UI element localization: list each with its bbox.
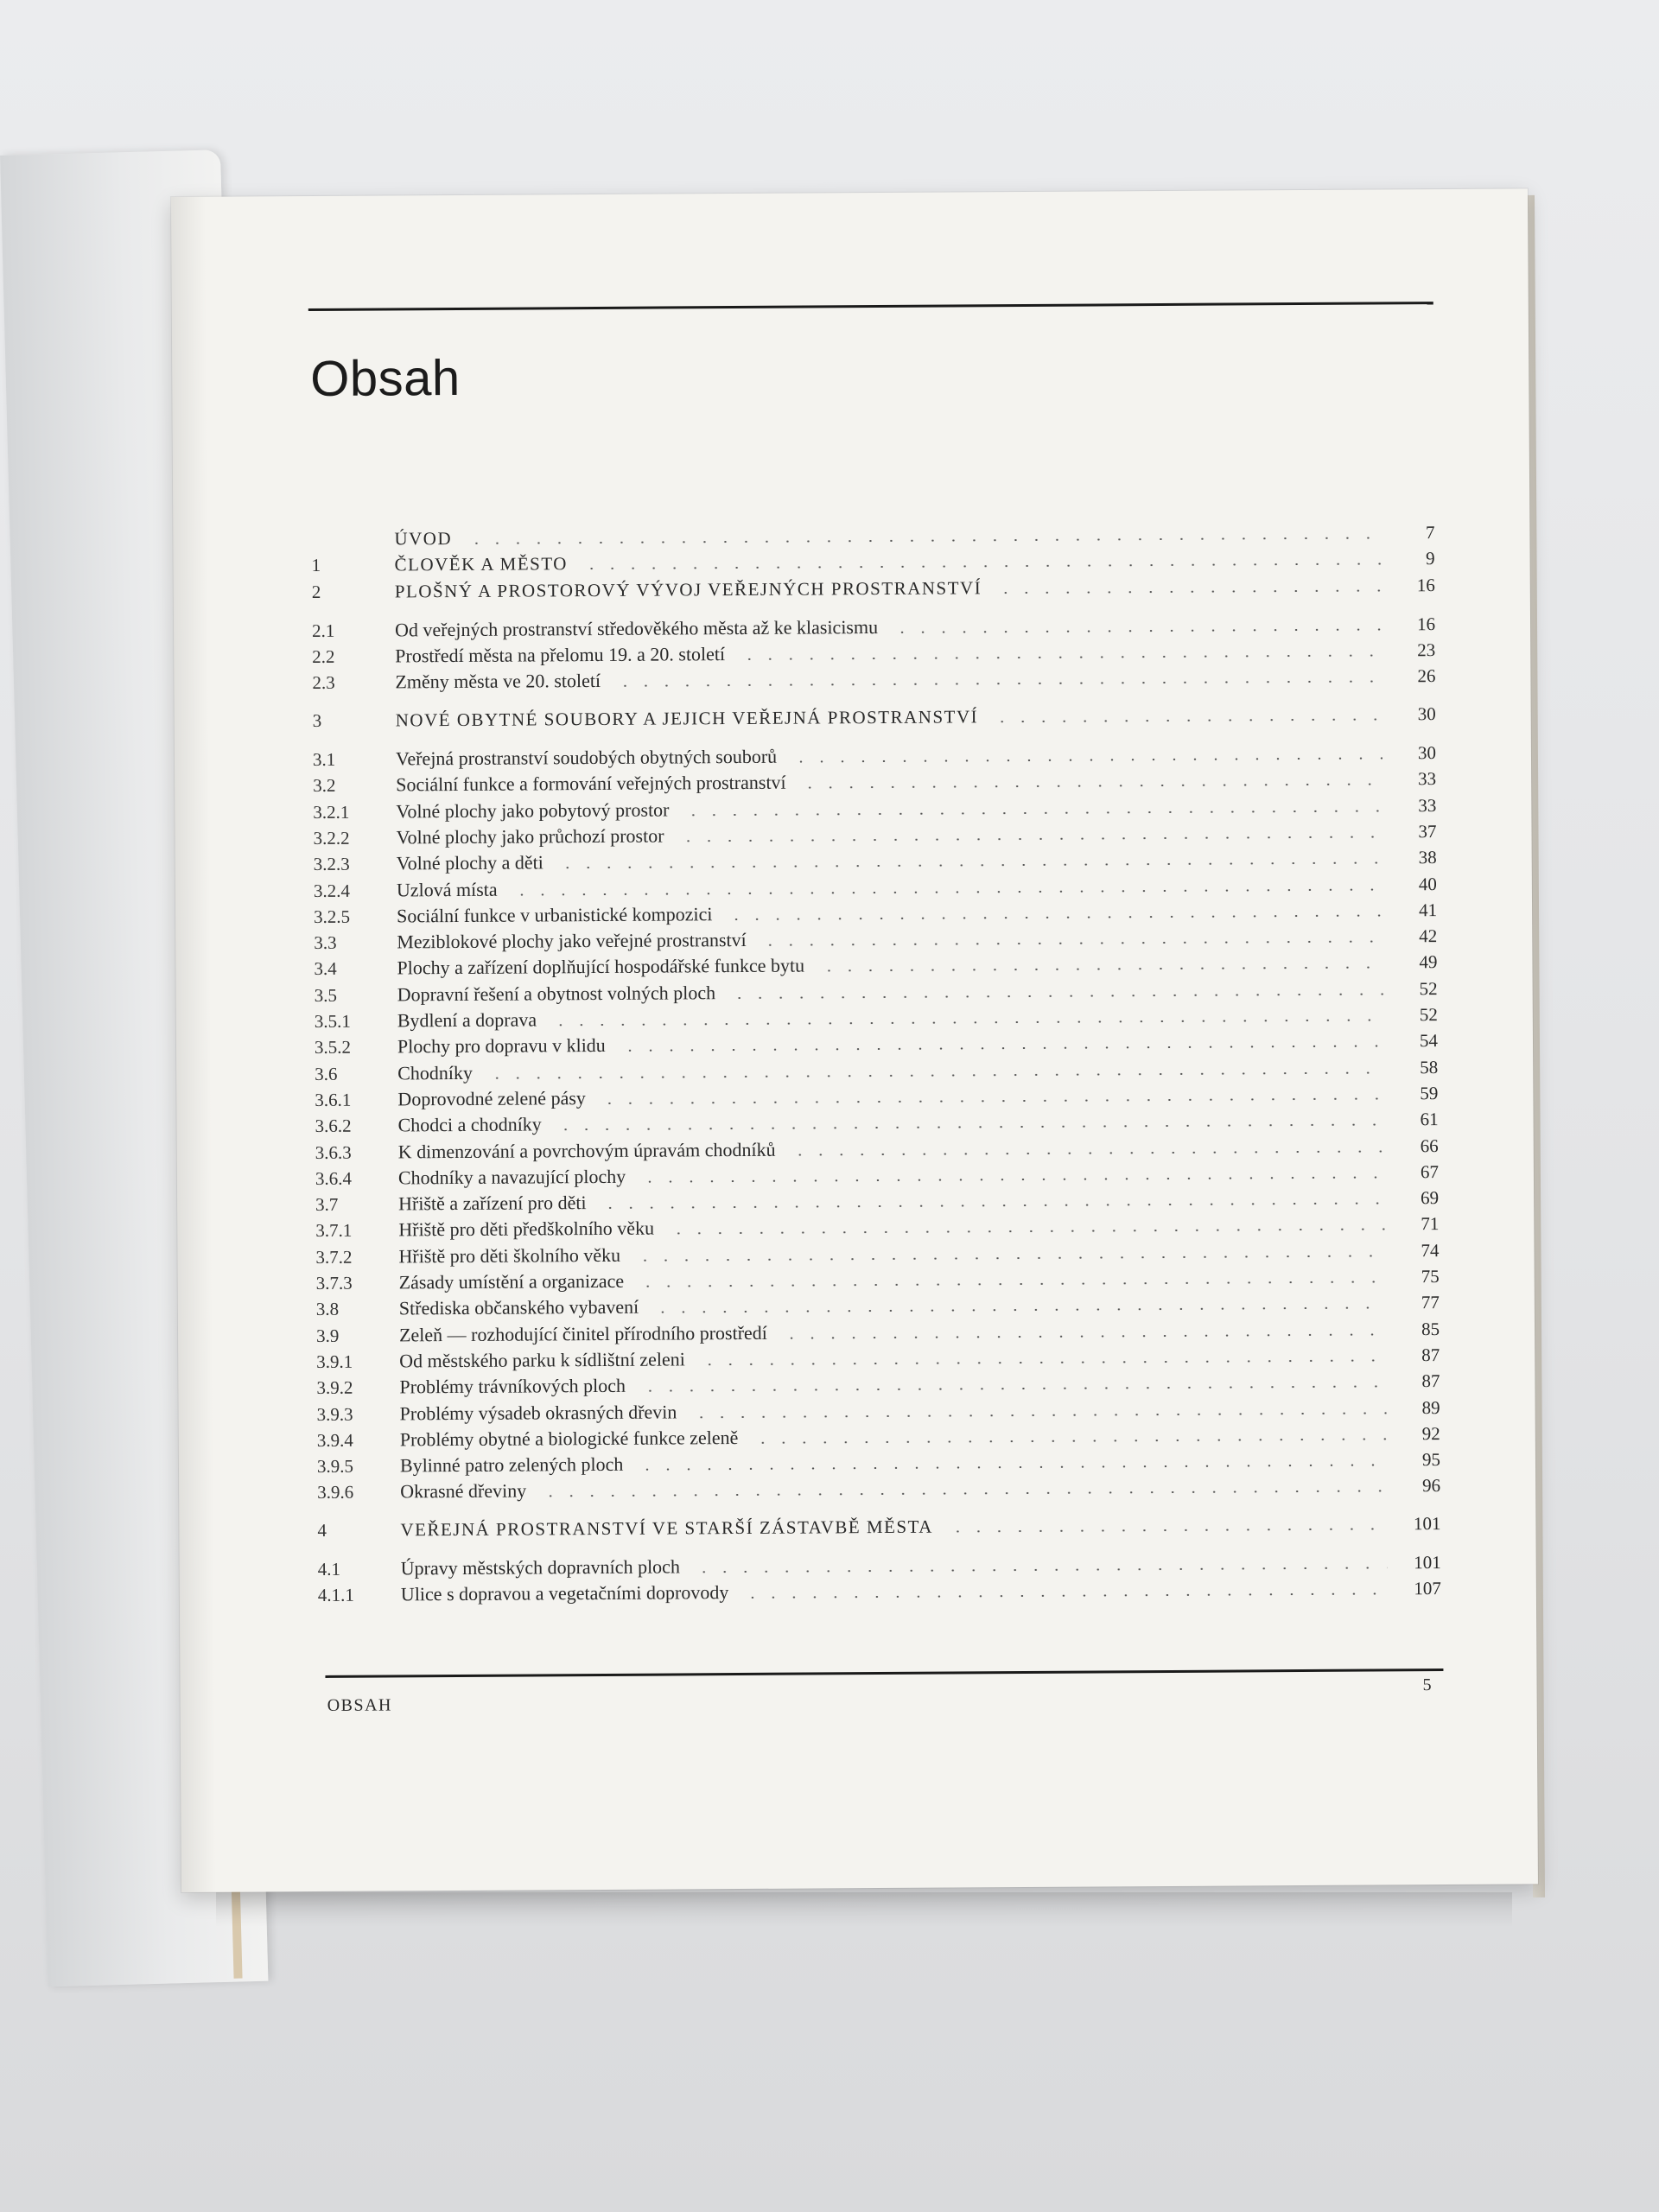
toc-entry-number: 3.9.1: [316, 1351, 353, 1372]
toc-entry-title: Sociální funkce v urbanistické kompozici: [397, 903, 713, 927]
toc-entry-number: [311, 544, 394, 545]
toc-entry-page: 54: [1419, 1030, 1439, 1052]
toc-dot-leader: [668, 1229, 1385, 1235]
toc-entry-title: Zeleň — rozhodující činitel přírodního prostředí: [398, 1321, 767, 1346]
toc-entry-number: 3.2.1: [313, 801, 350, 823]
toc-entry-title: Veřejná prostranství soudobých obytných souborů: [395, 745, 778, 770]
toc-dot-leader: [634, 1255, 1385, 1261]
toc-dot-leader: [742, 1593, 1388, 1599]
toc-dot-leader: [694, 1567, 1388, 1573]
toc-entry-number: 4.1.1: [317, 1585, 354, 1606]
toc-entry-page: 101: [1413, 1512, 1441, 1534]
toc-entry-page: 42: [1419, 925, 1438, 947]
toc-entry-title: Problémy obytné a biologické funkce zeleně: [399, 1426, 739, 1451]
toc-entry-page: 37: [1418, 821, 1437, 842]
toc-entry-number: 3.6: [315, 1063, 338, 1084]
toc-entry-page: 52: [1419, 1004, 1438, 1026]
toc-entry-number: 3.4: [314, 958, 337, 980]
toc-entry-number: 3.6.3: [315, 1141, 352, 1163]
toc-entry-number: 3.2: [313, 775, 336, 797]
toc-entry-title: Prostředí města na přelomu 19. a 20. století: [395, 643, 726, 667]
toc-entry-title: Meziblokové plochy jako veřejné prostranství: [397, 929, 747, 953]
toc-dot-leader: [781, 1333, 1386, 1338]
toc-entry-page: 23: [1417, 639, 1436, 661]
toc-entry-page: 30: [1417, 742, 1437, 764]
toc-entry-number: 4.1: [317, 1558, 341, 1580]
toc-dot-leader: [791, 758, 1382, 763]
toc-entry-page: 16: [1416, 613, 1436, 635]
toc-entry-page: 33: [1418, 768, 1437, 790]
toc-entry-number: 2: [311, 581, 321, 602]
toc-entry-page: 101: [1414, 1552, 1441, 1573]
toc-entry-title: NOVÉ OBYTNÉ SOUBORY A JEJICH VEŘEJNÁ PROSTRANSTVÍ: [395, 706, 979, 731]
toc-entry-number: 3: [312, 709, 322, 731]
page-title: Obsah: [310, 349, 461, 408]
toc-entry-title: Plochy a zařízení doplňující hospodářské funkce bytu: [397, 954, 805, 979]
toc-entry-page: 61: [1420, 1109, 1439, 1130]
toc-entry-title: K dimenzování a povrchovým úpravám chodníků: [397, 1138, 776, 1162]
toc-entry-number: 3.7.1: [315, 1220, 353, 1242]
toc-entry-title: Sociální funkce a formování veřejných prostranství: [396, 772, 786, 796]
toc-entry-title: ÚVOD: [394, 528, 453, 550]
toc-entry-title: Chodci a chodníky: [397, 1113, 542, 1136]
toc-entry-number: 3.9.4: [316, 1429, 353, 1451]
toc-entry-number: 3.6.1: [315, 1089, 352, 1110]
toc-entry-title: Změny města ve 20. století: [395, 670, 601, 693]
bottom-rule: [325, 1669, 1443, 1678]
toc-entry-page: 16: [1416, 574, 1435, 595]
toc-entry-page: 58: [1420, 1056, 1439, 1077]
toc-entry-page: 7: [1425, 522, 1435, 543]
toc-dot-leader: [995, 589, 1382, 594]
toc-entry-number: 1: [311, 555, 321, 576]
toc-entry-number: 3.7: [315, 1193, 339, 1216]
toc-dot-leader: [582, 563, 1382, 570]
toc-dot-leader: [752, 1438, 1386, 1443]
toc-entry-page: 107: [1414, 1578, 1441, 1599]
toc-dot-leader: [466, 537, 1381, 543]
toc-entry-title: Hřiště pro děti předškolního věku: [398, 1217, 655, 1241]
toc-entry-title: Hřiště pro děti školního věku: [398, 1243, 621, 1268]
toc-entry-number: 3.1: [312, 748, 336, 771]
toc-entry-title: Doprovodné zelené pásy: [397, 1087, 586, 1110]
toc-entry-number: 3.2.2: [313, 827, 350, 849]
toc-entry-page: 75: [1421, 1266, 1440, 1287]
toc-dot-leader: [601, 1203, 1386, 1210]
toc-entry-number: 2.2: [312, 646, 335, 668]
toc-dot-leader: [652, 1307, 1386, 1313]
toc-entry-number: 3.9.3: [316, 1403, 353, 1425]
toc-entry-page: 59: [1420, 1082, 1439, 1104]
toc-dot-leader: [699, 1359, 1386, 1365]
toc-entry-number: 3.7.2: [315, 1246, 353, 1268]
toc-entry-title: PLOŠNÝ A PROSTOROVÝ VÝVOJ VEŘEJNÝCH PROSTRANSTVÍ: [394, 576, 982, 602]
toc-entry-page: 30: [1417, 702, 1436, 724]
toc-entry-number: 3.5: [314, 984, 337, 1006]
toc-dot-leader: [620, 1046, 1384, 1052]
toc-entry-page: 41: [1418, 899, 1438, 921]
toc-entry-page: 26: [1417, 665, 1436, 687]
toc-dot-leader: [678, 836, 1383, 842]
toc-entry-page: 87: [1421, 1344, 1440, 1366]
toc-entry: [317, 1513, 1440, 1546]
toc-dot-leader: [892, 628, 1382, 632]
toc-entry-title: ČLOVĚK A MĚSTO: [394, 553, 568, 575]
toc-dot-leader: [729, 993, 1384, 999]
toc-entry-number: 3.6.2: [315, 1115, 352, 1137]
toc-entry-page: 69: [1421, 1187, 1440, 1209]
toc-entry-title: Bydlení a doprava: [397, 1008, 537, 1032]
toc-dot-leader: [690, 1412, 1386, 1418]
toc-dot-leader: [639, 1176, 1385, 1182]
toc-entry-title: Střediska občanského vybavení: [398, 1296, 639, 1319]
running-footer: OBSAH: [327, 1695, 393, 1715]
toc-entry-number: 3.8: [315, 1299, 340, 1320]
toc-dot-leader: [614, 681, 1382, 687]
toc-dot-leader: [512, 888, 1383, 895]
toc-entry-title: Bylinné patro zelených ploch: [399, 1452, 624, 1477]
toc-entry-page: 92: [1421, 1422, 1440, 1444]
page-number: 5: [1422, 1675, 1432, 1695]
left-page-bleedthrough: [0, 404, 118, 735]
toc-entry-number: 3.2.3: [313, 854, 350, 875]
toc-entry-number: 3.3: [314, 932, 337, 954]
toc-entry-page: 85: [1421, 1318, 1440, 1339]
toc-entry-title: Ulice s dopravou a vegetačními doprovody: [400, 1581, 729, 1605]
toc-entry-title: Uzlová místa: [396, 878, 498, 900]
toc-dot-leader: [556, 1124, 1385, 1131]
toc-dot-leader: [637, 1465, 1387, 1471]
toc-entry-title: Úpravy městských dopravních ploch: [400, 1555, 680, 1580]
toc-entry-number: 4: [317, 1519, 327, 1541]
toc-dot-leader: [790, 1150, 1385, 1155]
toc-entry-number: 3.6.4: [315, 1167, 353, 1189]
toc-dot-leader: [760, 941, 1384, 946]
toc-dot-leader: [739, 655, 1382, 661]
toc-entry-number: 3.9.6: [317, 1482, 354, 1503]
toc-entry-page: 67: [1420, 1160, 1439, 1183]
toc-entry-title: Volné plochy jako pobytový prostor: [396, 798, 670, 823]
toc-dot-leader: [818, 967, 1383, 972]
toc-entry-page: 38: [1418, 847, 1437, 868]
toc-entry-number: 3.2.4: [313, 880, 350, 901]
toc-entry-number: 3.5.1: [314, 1010, 351, 1033]
toc-entry-page: 66: [1420, 1135, 1439, 1156]
toc-entry-title: Od městského parku k sídlištní zeleni: [399, 1348, 685, 1372]
toc-dot-leader: [726, 914, 1383, 920]
toc-entry: [313, 703, 1436, 736]
toc-dot-leader: [486, 1071, 1384, 1078]
toc-entry-title: Zásady umístění a organizace: [398, 1269, 625, 1294]
toc-entry-page: 74: [1421, 1239, 1440, 1261]
toc-entry-number: 3.2.5: [314, 906, 351, 927]
toc-entry-page: 96: [1422, 1475, 1441, 1497]
toc-dot-leader: [557, 862, 1383, 869]
toc-dot-leader: [600, 1097, 1385, 1104]
toc-entry-title: VEŘEJNÁ PROSTRANSTVÍ VE STARŠÍ ZÁSTAVBĚ MĚSTA: [400, 1516, 933, 1541]
toc-entry-page: 49: [1419, 951, 1438, 973]
book-page: [171, 188, 1538, 1892]
toc-entry-number: 2.1: [311, 620, 335, 641]
toc-entry-number: 3.9.5: [316, 1455, 354, 1478]
toc-entry-title: Chodníky: [397, 1061, 474, 1084]
toc-dot-leader: [683, 810, 1382, 816]
toc-entry-title: Volné plochy a děti: [396, 851, 543, 874]
toc-entry-title: Hřiště a zařízení pro děti: [398, 1192, 587, 1215]
toc-entry-page: 52: [1419, 977, 1438, 999]
toc-dot-leader: [550, 1019, 1384, 1026]
toc-dot-leader: [992, 718, 1382, 722]
toc-entry-page: 95: [1421, 1449, 1441, 1471]
toc-dot-leader: [638, 1281, 1386, 1287]
toc-entry-page: 77: [1421, 1292, 1440, 1313]
toc-entry-title: Dopravní řešení a obytnost volných ploch: [397, 981, 716, 1006]
toc-entry-number: 3.9.2: [316, 1376, 353, 1399]
toc-entry-title: Volné plochy jako průchozí prostor: [396, 824, 664, 849]
toc-dot-leader: [639, 1386, 1386, 1392]
toc-entry-title: Plochy pro dopravu v klidu: [397, 1034, 606, 1058]
toc-entry-page: 71: [1421, 1213, 1440, 1235]
toc-entry-number: 3.7.3: [315, 1272, 353, 1294]
toc-entry-title: Okrasné dřeviny: [400, 1479, 527, 1503]
toc-dot-leader: [540, 1491, 1387, 1497]
toc-entry-page: 40: [1418, 873, 1437, 894]
top-rule: [308, 302, 1433, 311]
toc-entry-page: 87: [1421, 1370, 1440, 1392]
toc-entry-number: 3.9: [315, 1325, 340, 1346]
toc-entry-title: Problémy výsadeb okrasných dřevin: [399, 1400, 677, 1424]
toc-entry-title: Od veřejných prostranství středověkého města až ke klasicismu: [394, 615, 879, 641]
toc-entry-number: 3.5.2: [314, 1037, 352, 1058]
toc-entry-number: 2.3: [312, 672, 335, 694]
toc-entry-page: 9: [1426, 548, 1435, 569]
toc-entry-page: 89: [1421, 1396, 1440, 1418]
table-of-contents: [311, 522, 1441, 1610]
toc-entry-page: 33: [1418, 794, 1437, 816]
toc-entry-title: Problémy trávníkových ploch: [399, 1375, 626, 1398]
book-shadow: [216, 1892, 1512, 1927]
toc-entry-title: Chodníky a navazující plochy: [397, 1165, 626, 1189]
toc-dot-leader: [800, 784, 1383, 789]
toc-dot-leader: [947, 1528, 1388, 1532]
